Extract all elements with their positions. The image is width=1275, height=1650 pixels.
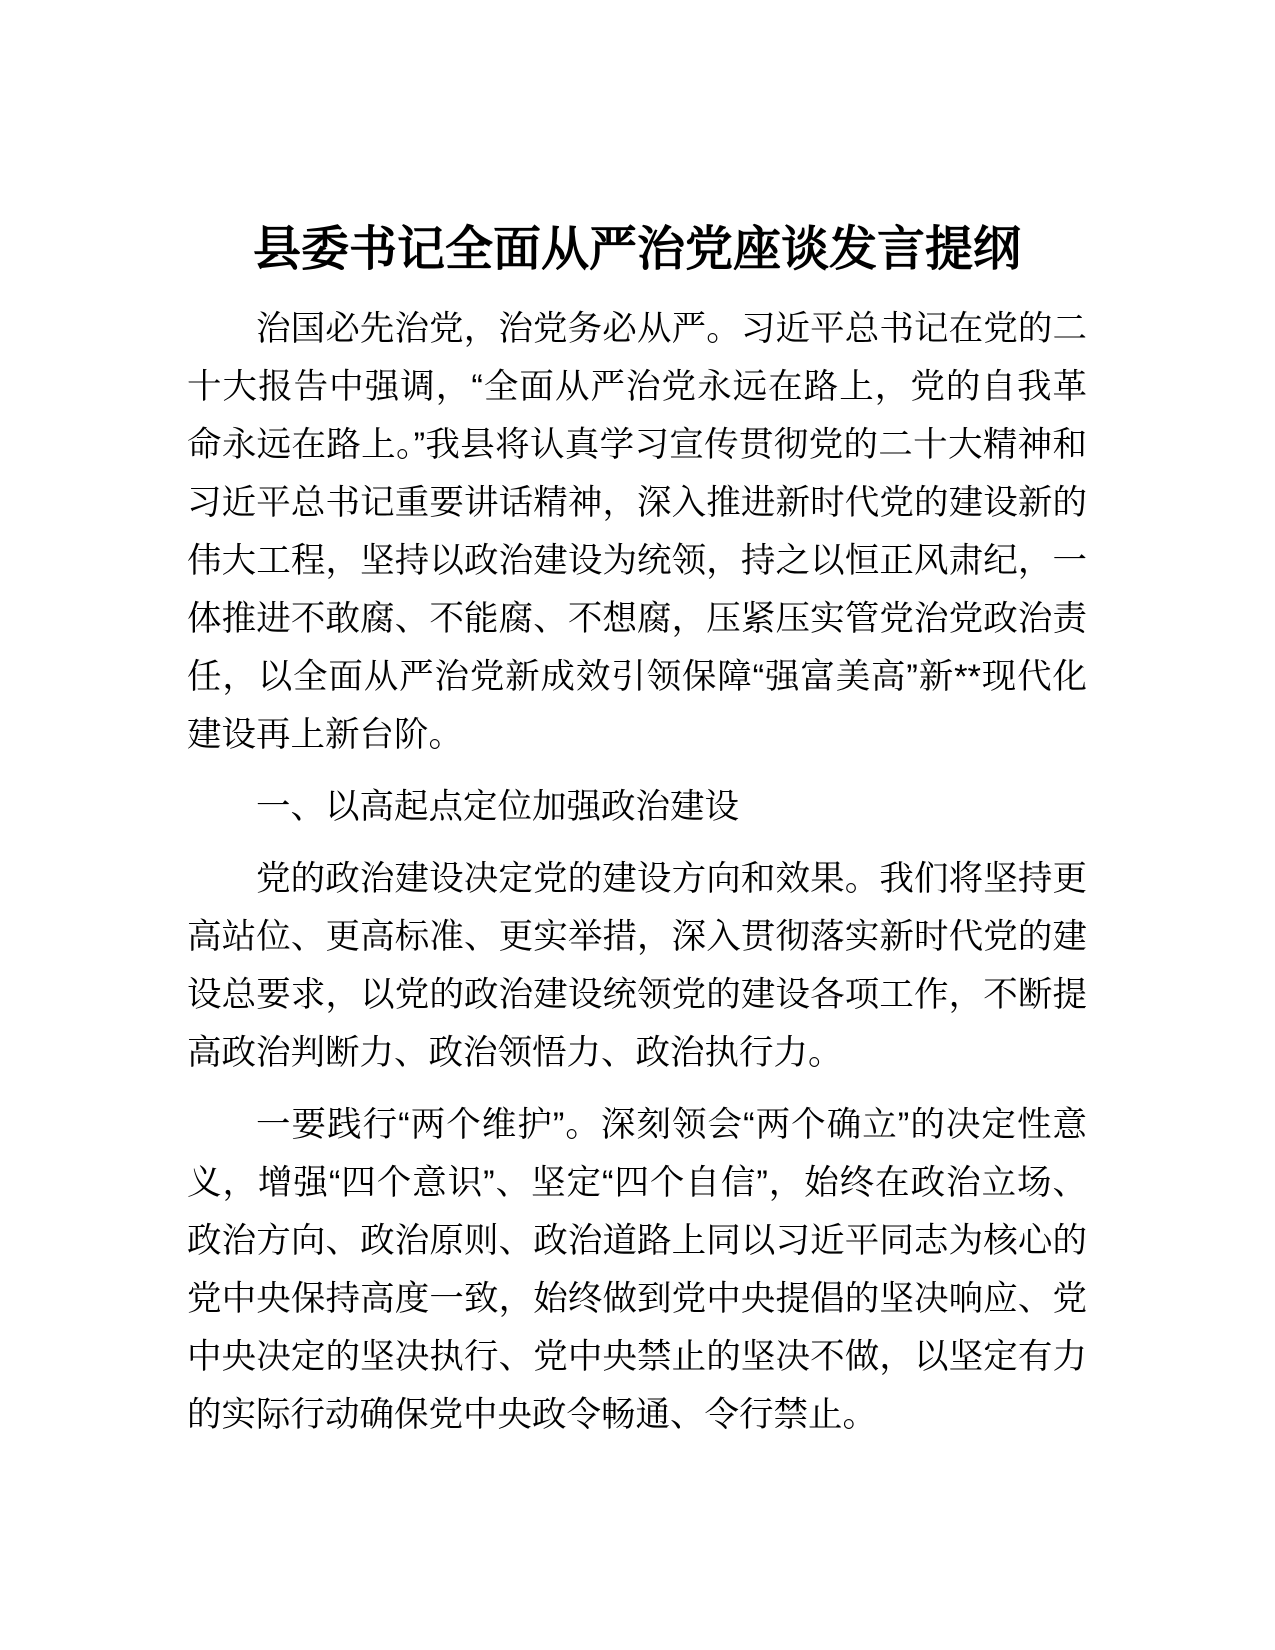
section-heading-1: 一、以高起点定位加强政治建设 <box>256 788 739 826</box>
section-1-paragraph-1: 党的政治建设决定党的建设方向和效果。我们将坚持更高站位、更高标准、更实举措，深入贯彻落实新时代党的建设总要求，以党的政治建设统领党的建设各项工作，不断提高政治判断力、政治领悟力、政治执行力。 <box>187 860 1087 1072</box>
document-title: 县委书记全面从严治党座谈发言提纲 <box>252 223 1021 276</box>
intro-paragraph: 治国必先治党，治党务必从严。习近平总书记在党的二十大报告中强调，“全面从严治党永远在路上，党的自我革命永远在路上。”我县将认真学习宣传贯彻党的二十大精神和习近平总书记重要讲话精神，深入推进新时代党的建设新的伟大工程，坚持以政治建设为统领，持之以恒正风肃纪，一体推进不敢腐、不能腐、不想腐，压紧压实管党治党政治责任，以全面从严治党新成效引领保障“强富美高”新**现代化建设再上新台阶。 <box>187 310 1087 754</box>
section-1-paragraph-2: 一要践行“两个维护”。深刻领会“两个确立”的决定性意义，增强“四个意识”、坚定“四个自信”，始终在政治立场、政治方向、政治原则、政治道路上同以习近平同志为核心的党中央保持高度一致，始终做到党中央提倡的坚决响应、党中央决定的坚决执行、党中央禁止的坚决不做，以坚定有力的实际行动确保党中央政令畅通、令行禁止。 <box>187 1106 1087 1434</box>
